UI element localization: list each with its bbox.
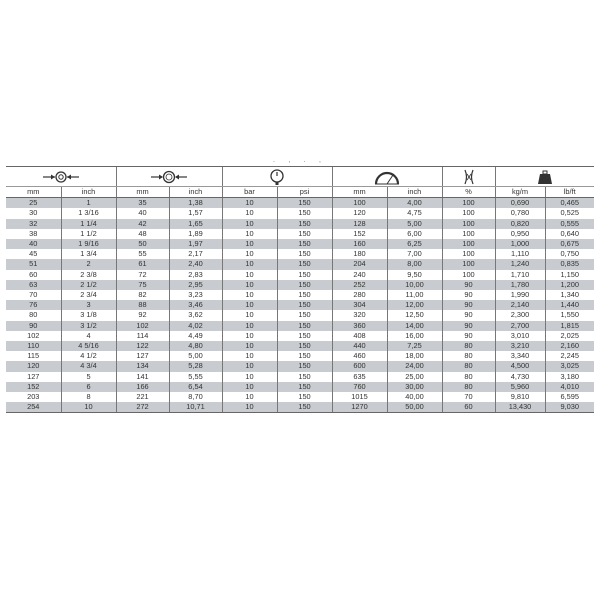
table-cell: 1270 — [332, 402, 387, 413]
table-cell: 120 — [332, 208, 387, 218]
table-cell: 72 — [116, 270, 169, 280]
table-row — [6, 300, 594, 310]
table-cell: 152 — [6, 382, 61, 392]
table-cell: 10 — [222, 382, 277, 392]
unit-label: lb/ft — [545, 187, 594, 198]
table-cell: 10 — [222, 372, 277, 382]
table-cell: 221 — [116, 392, 169, 402]
table-cell: 100 — [332, 198, 387, 209]
table-cell: 2,95 — [169, 280, 222, 290]
table-row — [6, 239, 594, 249]
table-cell: 4 5/16 — [61, 341, 116, 351]
table-cell: 100 — [442, 208, 495, 218]
table-cell: 90 — [442, 280, 495, 290]
table-cell: 1,200 — [545, 280, 594, 290]
table-cell: 100 — [442, 239, 495, 249]
table-cell: 5,00 — [387, 219, 442, 229]
table-cell: 120 — [6, 361, 61, 371]
table-cell: 2,160 — [545, 341, 594, 351]
table-cell: 460 — [332, 351, 387, 361]
table-cell: 10 — [222, 392, 277, 402]
table-cell: 760 — [332, 382, 387, 392]
table-cell: 10 — [222, 331, 277, 341]
table-cell: 0,640 — [545, 229, 594, 239]
table-row — [6, 402, 594, 413]
table-cell: 635 — [332, 372, 387, 382]
table-cell: 0,555 — [545, 219, 594, 229]
table-cell: 50,00 — [387, 402, 442, 413]
table-cell: 1,240 — [495, 259, 545, 269]
table-row — [6, 392, 594, 402]
inner-diameter-icon — [41, 170, 81, 184]
table-row — [6, 270, 594, 280]
table-cell: 320 — [332, 310, 387, 320]
table-cell: 70 — [442, 392, 495, 402]
table-cell: 10,71 — [169, 402, 222, 413]
table-row — [6, 310, 594, 320]
table-cell: 3,23 — [169, 290, 222, 300]
table-cell: 1 3/16 — [61, 208, 116, 218]
table-cell: 280 — [332, 290, 387, 300]
table-cell: 40 — [116, 208, 169, 218]
table-cell: 3,180 — [545, 372, 594, 382]
table-cell: 100 — [442, 229, 495, 239]
table-cell: 10 — [222, 219, 277, 229]
table-cell: 25 — [6, 198, 61, 209]
table-cell: 150 — [277, 361, 332, 371]
table-cell: 152 — [332, 229, 387, 239]
table-cell: 90 — [442, 300, 495, 310]
table-cell: 150 — [277, 259, 332, 269]
table-cell: 160 — [332, 239, 387, 249]
table-cell: 2,300 — [495, 310, 545, 320]
table-cell: 10 — [222, 300, 277, 310]
table-cell: 4,75 — [387, 208, 442, 218]
table-cell: 55 — [116, 249, 169, 259]
table-cell: 10 — [222, 198, 277, 209]
table-cell: 150 — [277, 280, 332, 290]
table-cell: 5,960 — [495, 382, 545, 392]
table-cell: 150 — [277, 310, 332, 320]
table-cell: 1,57 — [169, 208, 222, 218]
table-row — [6, 361, 594, 371]
table-body — [6, 198, 594, 413]
table-cell: 150 — [277, 270, 332, 280]
table-cell: 1,815 — [545, 321, 594, 331]
table-cell: 8,70 — [169, 392, 222, 402]
table-cell: 80 — [442, 351, 495, 361]
table-cell: 10 — [61, 402, 116, 413]
table-cell: 122 — [116, 341, 169, 351]
table-row — [6, 382, 594, 392]
unit-label: inch — [387, 187, 442, 198]
table-cell: 100 — [442, 259, 495, 269]
table-cell: 0,820 — [495, 219, 545, 229]
unit-label: inch — [61, 187, 116, 198]
table-cell: 70 — [6, 290, 61, 300]
table-cell: 60 — [442, 402, 495, 413]
table-cell: 10 — [222, 208, 277, 218]
table-cell: 2 1/2 — [61, 280, 116, 290]
outer-diameter-icon — [149, 170, 189, 184]
table-cell: 272 — [116, 402, 169, 413]
table-cell: 10 — [222, 229, 277, 239]
table-cell: 114 — [116, 331, 169, 341]
table-cell: 150 — [277, 321, 332, 331]
table-cell: 150 — [277, 219, 332, 229]
table-cell: 127 — [116, 351, 169, 361]
pressure-header — [222, 167, 332, 187]
table-cell: 1,440 — [545, 300, 594, 310]
table-cell: 150 — [277, 249, 332, 259]
table-cell: 1,150 — [545, 270, 594, 280]
table-cell: 9,50 — [387, 270, 442, 280]
table-cell: 40,00 — [387, 392, 442, 402]
table-cell: 12,50 — [387, 310, 442, 320]
table-cell: 2,700 — [495, 321, 545, 331]
unit-label: mm — [6, 187, 61, 198]
table-cell: 150 — [277, 300, 332, 310]
table-cell: 30,00 — [387, 382, 442, 392]
table-cell: 1015 — [332, 392, 387, 402]
table-cell: 141 — [116, 372, 169, 382]
bend-radius-icon — [374, 169, 400, 185]
units-row — [6, 187, 594, 198]
table-row — [6, 208, 594, 218]
table-cell: 2,83 — [169, 270, 222, 280]
table-cell: 440 — [332, 341, 387, 351]
table-cell: 3,62 — [169, 310, 222, 320]
table-cell: 35 — [116, 198, 169, 209]
unit-label: psi — [277, 187, 332, 198]
table-cell: 10 — [222, 402, 277, 413]
table-cell: 2 3/4 — [61, 290, 116, 300]
table-cell: 360 — [332, 321, 387, 331]
table-cell: 134 — [116, 361, 169, 371]
table-cell: 204 — [332, 259, 387, 269]
table-cell: 4,010 — [545, 382, 594, 392]
table-cell: 10 — [222, 341, 277, 351]
table-row — [6, 331, 594, 341]
table-cell: 60 — [6, 270, 61, 280]
table-cell: 0,675 — [545, 239, 594, 249]
outer-diameter-header — [116, 167, 222, 187]
table-cell: 2 — [61, 259, 116, 269]
table-cell: 254 — [6, 402, 61, 413]
table-cell: 4,730 — [495, 372, 545, 382]
table-cell: 76 — [6, 300, 61, 310]
table-cell: 4 3/4 — [61, 361, 116, 371]
table-cell: 24,00 — [387, 361, 442, 371]
table-cell: 4 1/2 — [61, 351, 116, 361]
unit-label: kg/m — [495, 187, 545, 198]
table-cell: 90 — [442, 321, 495, 331]
table-cell: 90 — [442, 290, 495, 300]
table-cell: 63 — [6, 280, 61, 290]
table-cell: 8 — [61, 392, 116, 402]
table-cell: 252 — [332, 280, 387, 290]
table-cell: 4,49 — [169, 331, 222, 341]
table-cell: 80 — [442, 341, 495, 351]
table-cell: 10 — [222, 239, 277, 249]
table-row — [6, 249, 594, 259]
table-cell: 42 — [116, 219, 169, 229]
table-cell: 8,00 — [387, 259, 442, 269]
table-cell: 50 — [116, 239, 169, 249]
table-cell: 12,00 — [387, 300, 442, 310]
table-cell: 4,80 — [169, 341, 222, 351]
unit-label: mm — [332, 187, 387, 198]
table-cell: 600 — [332, 361, 387, 371]
table-cell: 1,710 — [495, 270, 545, 280]
table-cell: 240 — [332, 270, 387, 280]
table-cell: 102 — [116, 321, 169, 331]
table-cell: 2,140 — [495, 300, 545, 310]
table-cell: 6,595 — [545, 392, 594, 402]
table-row — [6, 280, 594, 290]
unit-label: % — [442, 187, 495, 198]
table-cell: 10 — [222, 361, 277, 371]
table-cell: 90 — [442, 331, 495, 341]
hose-spec-table — [6, 166, 594, 413]
table-cell: 92 — [116, 310, 169, 320]
table-cell: 1,550 — [545, 310, 594, 320]
table-cell: 32 — [6, 219, 61, 229]
table-cell: 3,340 — [495, 351, 545, 361]
table-cell: 115 — [6, 351, 61, 361]
unit-label: mm — [116, 187, 169, 198]
table-cell: 180 — [332, 249, 387, 259]
table-cell: 80 — [442, 361, 495, 371]
table-cell: 102 — [6, 331, 61, 341]
table-cell: 11,00 — [387, 290, 442, 300]
table-row — [6, 198, 594, 209]
table-cell: 10 — [222, 280, 277, 290]
table-cell: 150 — [277, 331, 332, 341]
table-cell: 150 — [277, 341, 332, 351]
table-cell: 7,25 — [387, 341, 442, 351]
table-cell: 75 — [116, 280, 169, 290]
table-cell: 1,89 — [169, 229, 222, 239]
table-cell: 88 — [116, 300, 169, 310]
table-cell: 2,17 — [169, 249, 222, 259]
table-cell: 10 — [222, 321, 277, 331]
table-cell: 150 — [277, 290, 332, 300]
table-cell: 80 — [442, 382, 495, 392]
table-cell: 10 — [222, 259, 277, 269]
table-cell: 0,835 — [545, 259, 594, 269]
pressure-gauge-icon — [269, 169, 285, 185]
table-cell: 1,990 — [495, 290, 545, 300]
table-cell: 10,00 — [387, 280, 442, 290]
table-cell: 1,65 — [169, 219, 222, 229]
table-cell: 0,690 — [495, 198, 545, 209]
table-cell: 150 — [277, 402, 332, 413]
table-row — [6, 341, 594, 351]
table-row — [6, 351, 594, 361]
table-cell: 408 — [332, 331, 387, 341]
table-cell: 30 — [6, 208, 61, 218]
table-cell: 4,02 — [169, 321, 222, 331]
table-cell: 3,210 — [495, 341, 545, 351]
table-row — [6, 219, 594, 229]
table-cell: 150 — [277, 351, 332, 361]
table-cell: 304 — [332, 300, 387, 310]
unit-label: inch — [169, 187, 222, 198]
vacuum-header — [442, 167, 495, 187]
table-cell: 82 — [116, 290, 169, 300]
table-cell: 6,25 — [387, 239, 442, 249]
table-cell: 6,54 — [169, 382, 222, 392]
table-cell: 0,465 — [545, 198, 594, 209]
table-cell: 48 — [116, 229, 169, 239]
table-cell: 4 — [61, 331, 116, 341]
table-cell: 4,00 — [387, 198, 442, 209]
table-cell: 18,00 — [387, 351, 442, 361]
table-cell: 3,010 — [495, 331, 545, 341]
table-cell: 80 — [6, 310, 61, 320]
table-cell: 150 — [277, 372, 332, 382]
weight-icon — [537, 170, 553, 185]
table-cell: 1 — [61, 198, 116, 209]
table-cell: 4,500 — [495, 361, 545, 371]
table-cell: 150 — [277, 239, 332, 249]
table-cell: 1,000 — [495, 239, 545, 249]
table-cell: 150 — [277, 208, 332, 218]
table-cell: 61 — [116, 259, 169, 269]
table-cell: 203 — [6, 392, 61, 402]
table-cell: 14,00 — [387, 321, 442, 331]
table-cell: 38 — [6, 229, 61, 239]
table-cell: 10 — [222, 270, 277, 280]
table-cell: 128 — [332, 219, 387, 229]
table-cell: 10 — [222, 290, 277, 300]
table-cell: 1 1/2 — [61, 229, 116, 239]
table-cell: 0,750 — [545, 249, 594, 259]
table-cell: 25,00 — [387, 372, 442, 382]
table-cell: 100 — [442, 198, 495, 209]
icon-header-row — [6, 167, 594, 187]
header-dots: . , . , — [273, 158, 327, 164]
table-cell: 5,28 — [169, 361, 222, 371]
table-cell: 10 — [222, 310, 277, 320]
table-cell: 90 — [442, 310, 495, 320]
table-cell: 100 — [442, 219, 495, 229]
table-cell: 0,780 — [495, 208, 545, 218]
table-row — [6, 290, 594, 300]
table-cell: 1 1/4 — [61, 219, 116, 229]
table-cell: 166 — [116, 382, 169, 392]
table-cell: 1,780 — [495, 280, 545, 290]
table-cell: 150 — [277, 382, 332, 392]
table-cell: 150 — [277, 392, 332, 402]
weight-header — [495, 167, 594, 187]
table-cell: 9,030 — [545, 402, 594, 413]
table-cell: 150 — [277, 229, 332, 239]
table-cell: 51 — [6, 259, 61, 269]
table-cell: 2 3/8 — [61, 270, 116, 280]
table-cell: 0,950 — [495, 229, 545, 239]
table-cell: 1,97 — [169, 239, 222, 249]
table-cell: 7,00 — [387, 249, 442, 259]
table-cell: 6,00 — [387, 229, 442, 239]
table-cell: 5,55 — [169, 372, 222, 382]
table-cell: 80 — [442, 372, 495, 382]
table-cell: 90 — [6, 321, 61, 331]
table-cell: 5,00 — [169, 351, 222, 361]
table-cell: 45 — [6, 249, 61, 259]
table-cell: 100 — [442, 249, 495, 259]
table-cell: 2,025 — [545, 331, 594, 341]
table-cell: 1,38 — [169, 198, 222, 209]
table-cell: 9,810 — [495, 392, 545, 402]
table-cell: 1 3/4 — [61, 249, 116, 259]
table-cell: 3 1/2 — [61, 321, 116, 331]
table-cell: 6 — [61, 382, 116, 392]
bend-radius-header — [332, 167, 442, 187]
table-cell: 2,245 — [545, 351, 594, 361]
inner-diameter-header — [6, 167, 116, 187]
table-row — [6, 372, 594, 382]
table-cell: 0,525 — [545, 208, 594, 218]
table-cell: 3 1/8 — [61, 310, 116, 320]
table-cell: 100 — [442, 270, 495, 280]
table-cell: 3,025 — [545, 361, 594, 371]
table-cell: 1 9/16 — [61, 239, 116, 249]
table-cell: 10 — [222, 351, 277, 361]
table-cell: 2,40 — [169, 259, 222, 269]
table-cell: 5 — [61, 372, 116, 382]
table-row — [6, 321, 594, 331]
table-row — [6, 259, 594, 269]
table-cell: 3 — [61, 300, 116, 310]
table-cell: 150 — [277, 198, 332, 209]
table-cell: 40 — [6, 239, 61, 249]
table-cell: 110 — [6, 341, 61, 351]
table-row — [6, 229, 594, 239]
table-cell: 1,110 — [495, 249, 545, 259]
table-cell: 1,340 — [545, 290, 594, 300]
table-cell: 10 — [222, 249, 277, 259]
unit-label: bar — [222, 187, 277, 198]
table-cell: 127 — [6, 372, 61, 382]
table-cell: 3,46 — [169, 300, 222, 310]
vacuum-icon — [462, 169, 476, 185]
table-cell: 13,430 — [495, 402, 545, 413]
table-cell: 16,00 — [387, 331, 442, 341]
